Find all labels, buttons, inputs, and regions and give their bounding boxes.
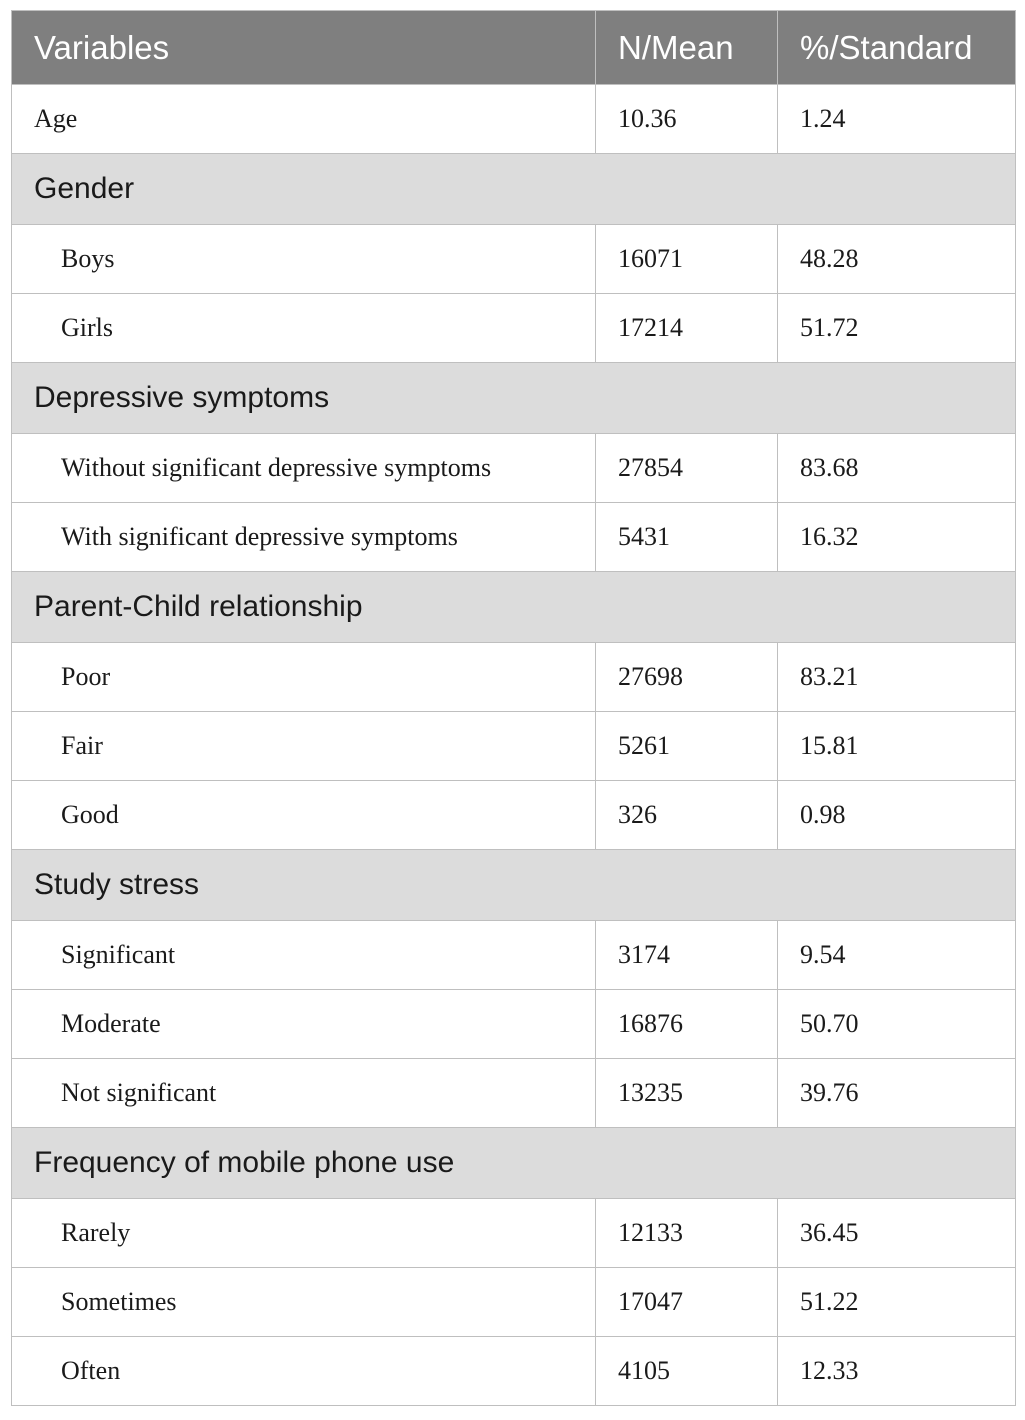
row-percent-standard: 9.54 bbox=[778, 921, 1016, 990]
row-percent-standard: 50.70 bbox=[778, 990, 1016, 1059]
row-percent-standard: 83.21 bbox=[778, 643, 1016, 712]
header-variables: Variables bbox=[12, 11, 596, 85]
table-row bbox=[12, 712, 1016, 781]
section-row-gender bbox=[12, 154, 1016, 225]
row-percent-standard: 16.32 bbox=[778, 503, 1016, 572]
row-label: Often bbox=[12, 1337, 596, 1406]
table-row bbox=[12, 294, 1016, 363]
row-label: Significant bbox=[12, 921, 596, 990]
table-header bbox=[12, 11, 1016, 85]
section-title: Gender bbox=[12, 154, 1016, 225]
header-n-mean: N/Mean bbox=[596, 11, 778, 85]
table-row bbox=[12, 1059, 1016, 1128]
table-row bbox=[12, 225, 1016, 294]
descriptive-statistics-table bbox=[11, 10, 1016, 1406]
header-row bbox=[12, 11, 1016, 85]
section-title: Frequency of mobile phone use bbox=[12, 1128, 1016, 1199]
row-n-mean: 5261 bbox=[596, 712, 778, 781]
table-row-age bbox=[12, 85, 1016, 154]
header-percent-standard: %/Standard bbox=[778, 11, 1016, 85]
row-n-mean: 326 bbox=[596, 781, 778, 850]
table-row bbox=[12, 1337, 1016, 1406]
section-row-parent-child-relationship bbox=[12, 572, 1016, 643]
row-percent-standard: 0.98 bbox=[778, 781, 1016, 850]
row-n-mean: 27698 bbox=[596, 643, 778, 712]
section-row-mobile-phone-use bbox=[12, 1128, 1016, 1199]
row-n-mean: 13235 bbox=[596, 1059, 778, 1128]
row-label: Without significant depressive symptoms bbox=[12, 434, 596, 503]
table-row bbox=[12, 503, 1016, 572]
row-percent-standard: 1.24 bbox=[778, 85, 1016, 154]
row-n-mean: 4105 bbox=[596, 1337, 778, 1406]
row-label: Good bbox=[12, 781, 596, 850]
row-percent-standard: 15.81 bbox=[778, 712, 1016, 781]
section-title: Depressive symptoms bbox=[12, 363, 1016, 434]
row-label: Girls bbox=[12, 294, 596, 363]
row-percent-standard: 51.72 bbox=[778, 294, 1016, 363]
row-percent-standard: 51.22 bbox=[778, 1268, 1016, 1337]
section-title: Parent-Child relationship bbox=[12, 572, 1016, 643]
section-row-depressive-symptoms bbox=[12, 363, 1016, 434]
row-n-mean: 10.36 bbox=[596, 85, 778, 154]
row-n-mean: 16071 bbox=[596, 225, 778, 294]
row-label: Sometimes bbox=[12, 1268, 596, 1337]
row-percent-standard: 12.33 bbox=[778, 1337, 1016, 1406]
table-row bbox=[12, 1199, 1016, 1268]
table-row bbox=[12, 990, 1016, 1059]
row-label: Poor bbox=[12, 643, 596, 712]
section-title: Study stress bbox=[12, 850, 1016, 921]
row-n-mean: 3174 bbox=[596, 921, 778, 990]
row-label: Age bbox=[12, 85, 596, 154]
row-percent-standard: 39.76 bbox=[778, 1059, 1016, 1128]
row-label: Not significant bbox=[12, 1059, 596, 1128]
row-n-mean: 12133 bbox=[596, 1199, 778, 1268]
table-row bbox=[12, 921, 1016, 990]
row-label: Fair bbox=[12, 712, 596, 781]
row-n-mean: 17047 bbox=[596, 1268, 778, 1337]
table-body bbox=[12, 85, 1016, 1406]
row-percent-standard: 83.68 bbox=[778, 434, 1016, 503]
row-label: Moderate bbox=[12, 990, 596, 1059]
table-row bbox=[12, 643, 1016, 712]
table-row bbox=[12, 1268, 1016, 1337]
row-n-mean: 17214 bbox=[596, 294, 778, 363]
section-row-study-stress bbox=[12, 850, 1016, 921]
row-n-mean: 27854 bbox=[596, 434, 778, 503]
row-label: With significant depressive symptoms bbox=[12, 503, 596, 572]
row-label: Rarely bbox=[12, 1199, 596, 1268]
row-label: Boys bbox=[12, 225, 596, 294]
row-percent-standard: 48.28 bbox=[778, 225, 1016, 294]
row-percent-standard: 36.45 bbox=[778, 1199, 1016, 1268]
row-n-mean: 16876 bbox=[596, 990, 778, 1059]
row-n-mean: 5431 bbox=[596, 503, 778, 572]
table-row bbox=[12, 781, 1016, 850]
table-row bbox=[12, 434, 1016, 503]
